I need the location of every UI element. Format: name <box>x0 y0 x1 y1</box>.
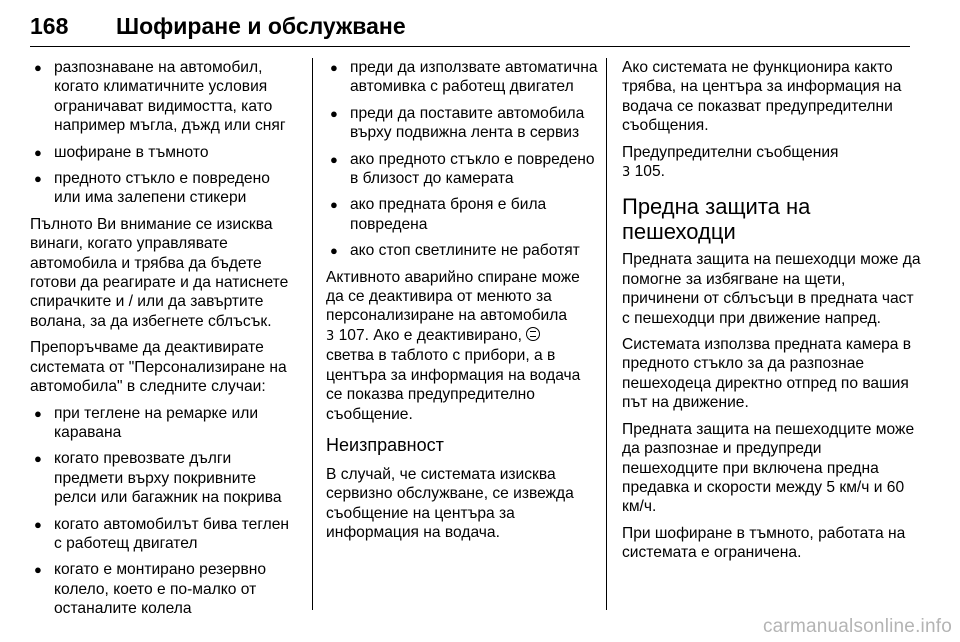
paragraph: Ако системата не функционира както трябва, на центъра за информация на водача се показват предупредителни съобщения. <box>622 59 902 135</box>
page-reference[interactable]: 107. Ако е деактивирано, <box>338 326 522 344</box>
list-item: ● когато автомобилът бива теглен с работещ двигател <box>30 515 298 554</box>
paragraph: Препоръчваме да деактивирате системата от "Персонализиране на автомобила" в следните случаи: <box>30 339 287 396</box>
watermark: carmanualsonline.info <box>762 616 952 637</box>
column-divider <box>312 58 313 610</box>
paragraph-text: светва в таблото с прибори, а в центъра за информация на водача се показва предупредително съобщение. <box>326 347 581 423</box>
column-3 <box>622 58 922 570</box>
list-item: ● разпознаване на автомобил, когато климатичните условия ограничават видимостта, като например мъгла, дъжд или сняг <box>30 58 298 136</box>
paragraph <box>326 268 600 424</box>
list-item: ● ако предното стъкло е повредено в близост до камерата <box>326 150 600 189</box>
paragraph: При шофиране в тъмното, работата на системата е ограничена. <box>622 524 906 562</box>
column-divider <box>606 58 607 610</box>
paragraph: Предната защита на пешеходци може да помогне за избягване на щети, причинени от сблъсъци в предната част с пешеходци при движение напред. <box>622 251 921 327</box>
list-item: ● шофиране в тъмното <box>30 143 298 162</box>
front-collision-warning-icon <box>526 327 540 341</box>
page-reference-symbol: 3 <box>326 328 335 344</box>
column-1 <box>30 58 298 626</box>
section-heading: Предна защита на пешеходци <box>622 194 811 245</box>
paragraph <box>622 143 922 183</box>
page-header <box>30 6 910 47</box>
section-heading: Неизправност <box>326 434 444 455</box>
paragraph-text: Активното аварийно спиране може да се деактивира от менюто за персонализиране на автомобила <box>326 268 580 325</box>
paragraph: Предната защита на пешеходците може да разпознае и предупреди пешеходците при включена предна предавка и скорости между 5 км/ч и 60 км/ч. <box>622 420 915 516</box>
list-item: ● ако предната броня е била повредена <box>326 195 600 234</box>
list-item: ● предното стъкло е повредено или има залепени стикери <box>30 169 298 208</box>
list-item: ● ако стоп светлините не работят <box>326 241 600 260</box>
chapter-title: Шофиране и обслужване <box>116 12 406 39</box>
list-item: ● когато е монтирано резервно колело, което е по-малко от останалите колела <box>30 560 298 618</box>
page-reference-symbol: 3 <box>622 165 631 181</box>
list-item: ● при теглене на ремарке или каравана <box>30 404 298 443</box>
paragraph-text: Предупредителни съобщения <box>622 143 839 161</box>
list-item: ● преди да поставите автомобила върху подвижна лента в сервиз <box>326 104 600 143</box>
paragraph: В случай, че системата изисква сервизно обслужване, се извежда съобщение на центъра за информация на водача. <box>326 465 574 542</box>
list-item: ● когато превозвате дълги предмети върху покривните релси или багажник на покрива <box>30 449 298 507</box>
page-number: 168 <box>30 12 69 39</box>
page-reference[interactable]: 105. <box>634 163 665 181</box>
column-2 <box>326 58 600 550</box>
list-item: ● преди да използвате автоматична автомивка с работещ двигател <box>326 58 600 97</box>
paragraph: Пълното Ви внимание се изисква винаги, когато управлявате автомобила и трябва да бъдете готови да реагирате и да натиснете спирачките и / или да завъртите волана, за да избегнете сблъсък. <box>30 215 289 330</box>
paragraph: Системата използва предната камера в предното стъкло за да разпознае пешеходеца директно отпред по вашия път на движение. <box>622 336 912 412</box>
